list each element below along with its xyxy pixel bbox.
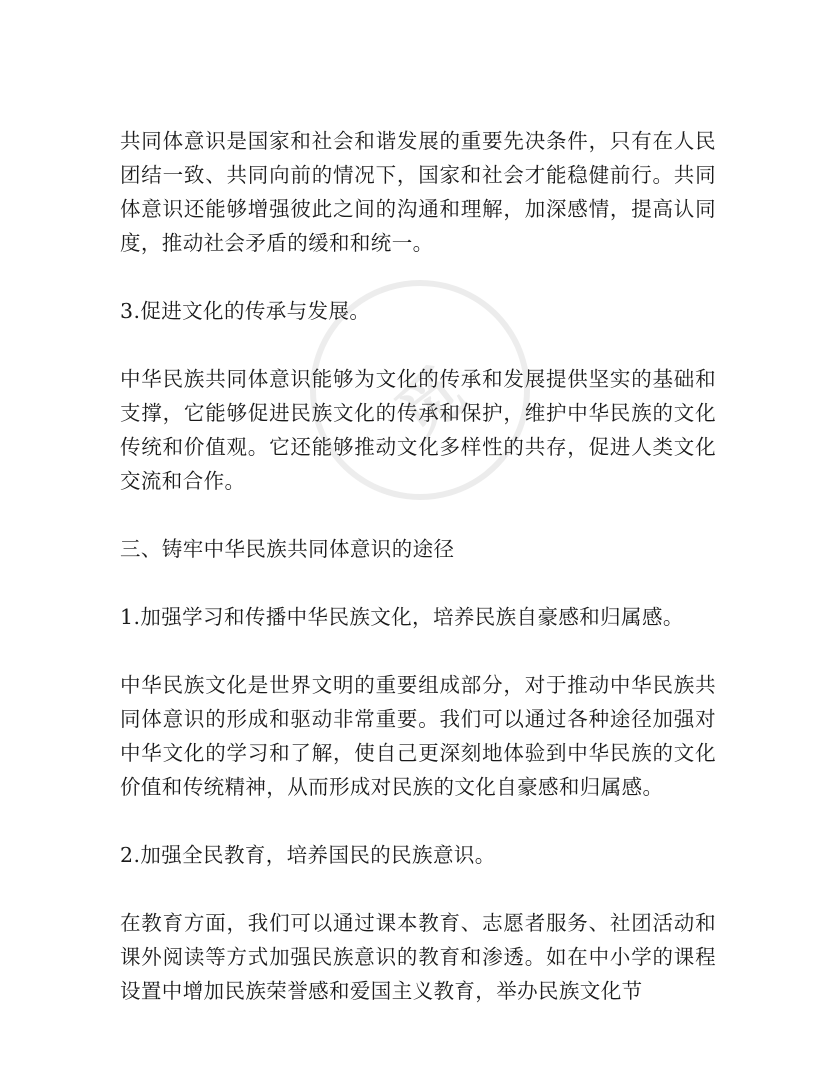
paragraph-4: 在教育方面，我们可以通过课本教育、志愿者服务、社团活动和课外阅读等方式加强民族意识的教育和渗透。如在中小学的课程设置中增加民族荣誉感和爱国主义教育，举办民族文化节	[120, 911, 716, 1003]
paragraph-1: 共同体意识是国家和社会和谐发展的重要先决条件，只有在人民团结一致、共同向前的情况下，国家和社会才能稳健前行。共同体意识还能够增强彼此之间的沟通和理解，加深感情，提高认同度，推动社会矛盾的缓和和统一。	[120, 129, 716, 255]
paragraph-3: 中华民族文化是世界文明的重要组成部分，对于推动中华民族共同体意识的形成和驱动非常重要。我们可以通过各种途径加强对中华文化的学习和了解，使自己更深刻地体验到中华民族的文化价值和传统精神，从而形成对民族的文化自豪感和归属感。	[120, 673, 716, 799]
watermark-text: 觅	[383, 355, 480, 454]
document-body	[120, 124, 716, 1008]
paragraph-2: 中华民族共同体意识能够为文化的传承和发展提供坚实的基础和支撑，它能够促进民族文化的传承和保护，维护中华民族的文化传统和价值观。它还能够推动文化多样性的共存，促进人类文化交流和合作。	[120, 367, 716, 493]
subheading-2: 2.加强全民教育，培养国民的民族意识。	[120, 843, 496, 867]
subheading-1: 1.加强学习和传播中华民族文化，培养民族自豪感和归属感。	[120, 605, 684, 629]
section-heading-3: 三、铸牢中华民族共同体意识的途径	[120, 537, 455, 561]
subheading-3: 3.促进文化的传承与发展。	[120, 299, 371, 323]
